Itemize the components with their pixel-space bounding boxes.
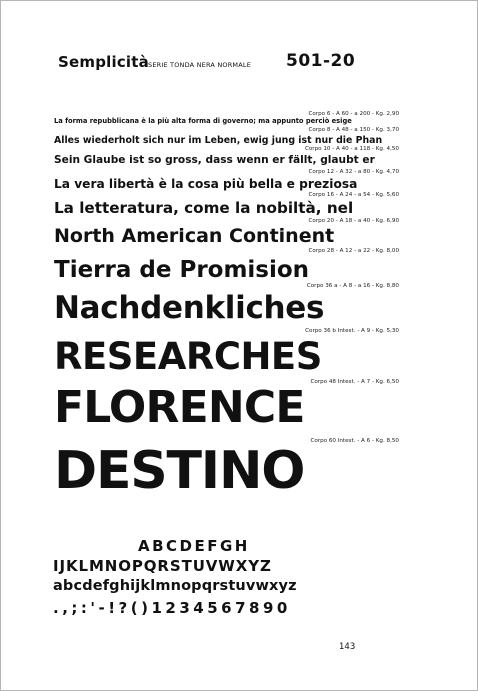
specimen-line: La forma repubblicana è la più alta forma di governo; ma appunto perciò esige <box>54 117 352 125</box>
spec-label: Corpo 48 Intest. - A 7 - Kg. 6,50 <box>310 379 399 385</box>
spec-label: Corpo 8 - A 48 - a 150 - Kg. 3,70 <box>308 127 399 133</box>
spec-label: Corpo 60 Intest. - A 6 - Kg. 8,50 <box>310 438 399 444</box>
spec-label: Corpo 28 - A 12 - a 22 - Kg. 8,00 <box>308 248 399 254</box>
spec-label: Corpo 10 - A 40 - a 118 - Kg. 4,50 <box>304 146 399 152</box>
series-subtitle: SERIE TONDA NERA NORMALE <box>148 61 252 69</box>
alphabet-lowercase-row: abcdefghijklmnopqrstuvwxyz <box>53 578 297 594</box>
page-title: Semplicità <box>58 53 149 71</box>
spec-label: Corpo 16 - A 24 - a 54 - Kg. 5,60 <box>308 192 399 198</box>
page-number: 143 <box>339 642 356 652</box>
specimen-line: North American Continent <box>54 225 335 247</box>
specimen-line: La letteratura, come la nobiltà, nel <box>54 199 354 217</box>
specimen-line: DESTINO <box>54 441 305 501</box>
spec-label: Corpo 12 - A 32 - a 80 - Kg. 4,70 <box>308 169 399 175</box>
specimen-line: RESEARCHES <box>54 335 322 378</box>
alphabet-uppercase-row-1: ABCDEFGH <box>138 537 250 555</box>
specimen-line: Alles wiederholt sich nur im Leben, ewig jung ist nur die Phan <box>54 135 383 146</box>
spec-label: Corpo 20 - A 18 - a 40 - Kg. 6,90 <box>308 218 399 224</box>
punctuation-digits-row: .,;:'-!?()1234567890 <box>53 599 291 617</box>
specimen-line: La vera libertà è la cosa più bella e preziosa <box>54 177 358 191</box>
catalog-code: 501-20 <box>286 51 356 71</box>
spec-label: Corpo 36 a - A 8 - a 16 - Kg. 8,80 <box>306 283 399 289</box>
spec-label: Corpo 6 - A 60 - a 200 - Kg. 2,90 <box>308 111 399 117</box>
specimen-line: Nachdenkliches <box>54 290 325 326</box>
alphabet-uppercase-row-2: IJKLMNOPQRSTUVWXYZ <box>53 557 272 575</box>
specimen-line: Tierra de Promision <box>54 257 310 283</box>
specimen-line: Sein Glaube ist so gross, dass wenn er fällt, glaubt er <box>54 154 375 166</box>
specimen-line: FLORENCE <box>54 382 305 433</box>
spec-label: Corpo 36 b Intest. - A 9 - Kg. 5,30 <box>305 328 399 334</box>
